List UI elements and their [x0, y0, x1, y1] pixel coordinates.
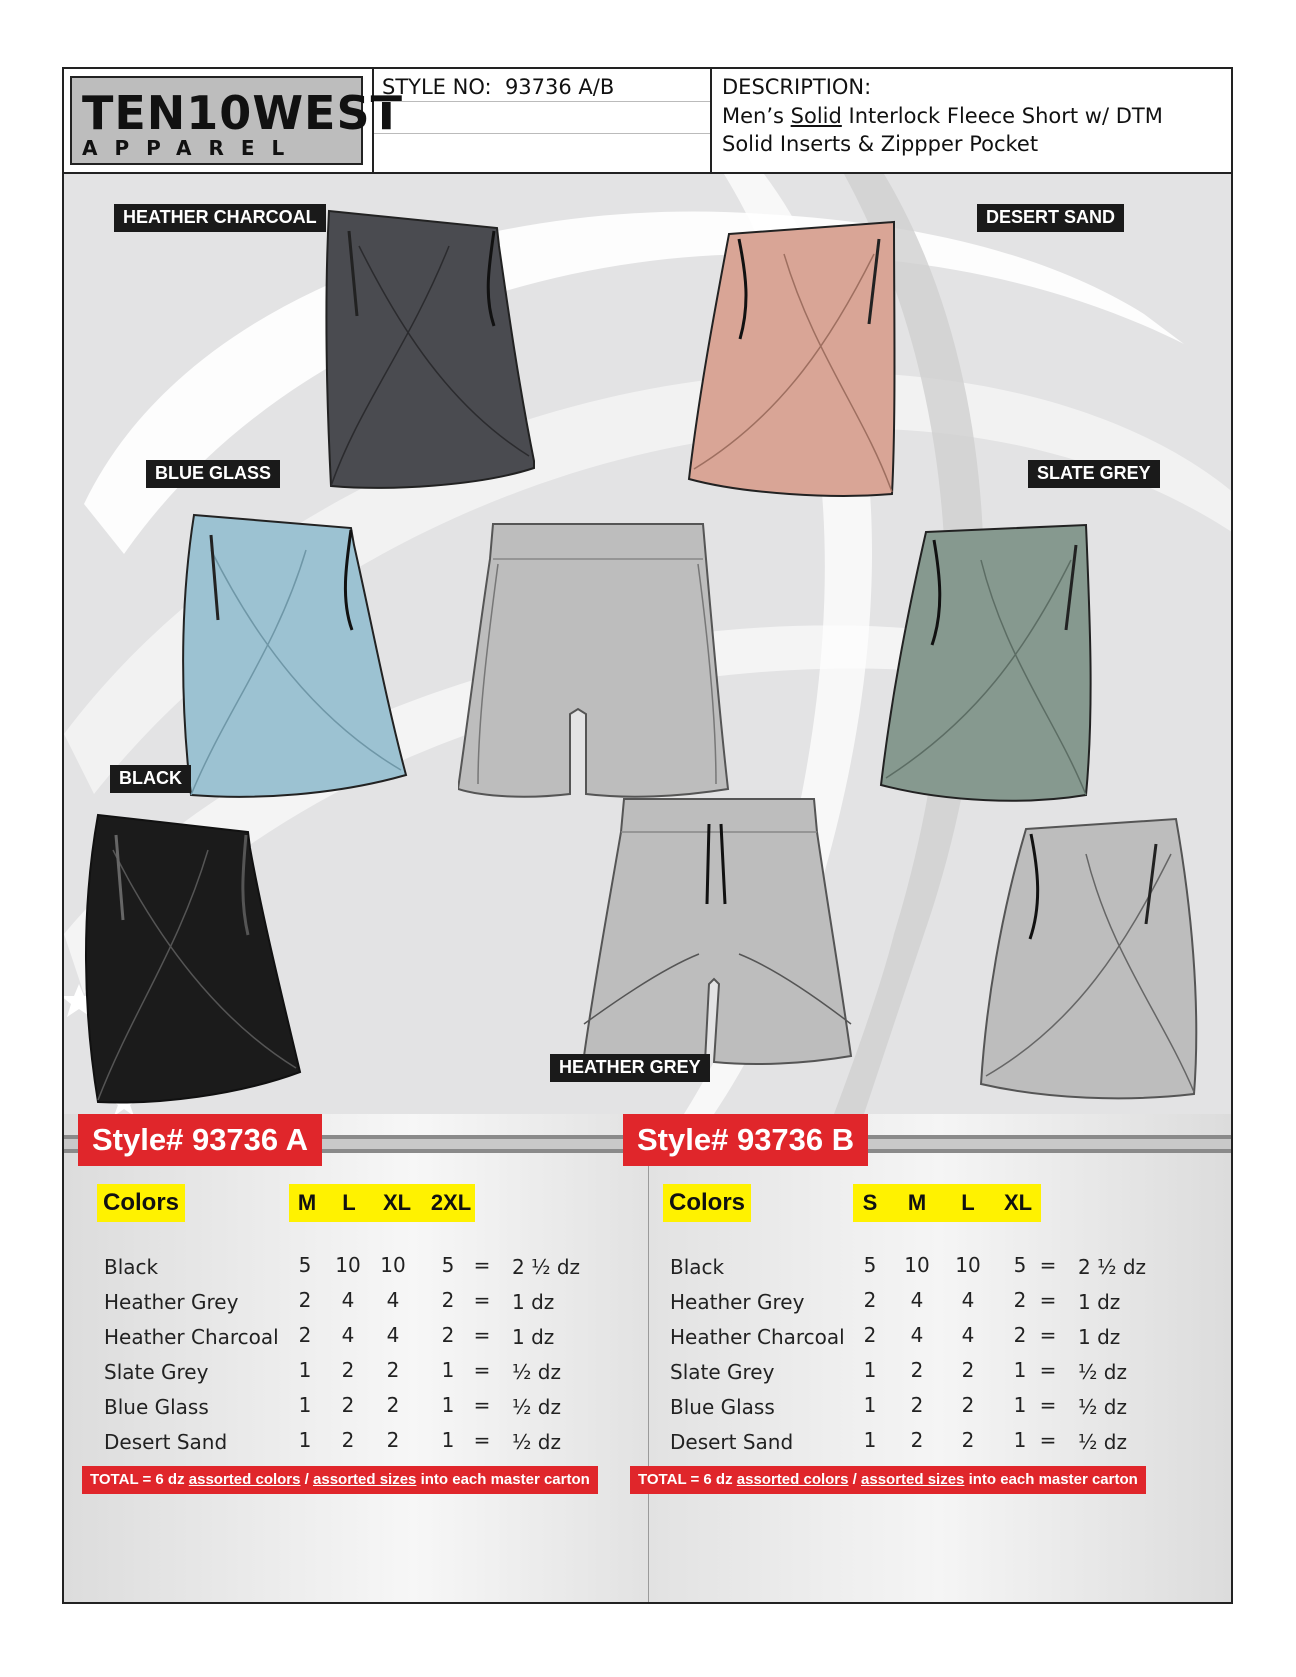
- description-label: DESCRIPTION:: [722, 75, 872, 99]
- short-heather-grey-front: [579, 794, 859, 1069]
- qty-cell: 2: [961, 1393, 975, 1417]
- qty-cell: 1: [298, 1428, 312, 1452]
- qty-cell: 1: [863, 1393, 877, 1417]
- color-name: Blue Glass: [104, 1395, 209, 1419]
- style-a-colors-header: Colors: [97, 1184, 185, 1222]
- qty-cell: 1: [298, 1358, 312, 1382]
- total-underlined: assorted sizes: [861, 1471, 965, 1488]
- tag-heather-charcoal: HEATHER CHARCOAL: [114, 204, 326, 232]
- row-total: ½ dz: [512, 1360, 561, 1384]
- qty-cell: 5: [441, 1253, 455, 1277]
- logo-wordmark: TEN10WEST: [82, 86, 403, 140]
- total-text: TOTAL = 6 dz: [638, 1471, 737, 1488]
- description-cell: [712, 69, 1233, 172]
- short-heather-grey-side: [976, 814, 1211, 1109]
- qty-cell: 2: [298, 1288, 312, 1312]
- style-number: [382, 75, 614, 99]
- total-underlined: assorted colors: [736, 1471, 849, 1488]
- total-text: TOTAL = 6 dz: [90, 1471, 189, 1488]
- qty-cell: 5: [298, 1253, 312, 1277]
- description-line-1: [722, 104, 1163, 128]
- color-name: Desert Sand: [670, 1430, 794, 1454]
- color-name: Blue Glass: [670, 1395, 775, 1419]
- equals-sign: =: [1039, 1428, 1057, 1452]
- qty-cell: 2: [341, 1393, 355, 1417]
- qty-cell: 1: [1013, 1428, 1027, 1452]
- style-a-title: Style# 93736 A: [78, 1114, 322, 1166]
- row-total: 2 ½ dz: [512, 1255, 581, 1279]
- size-label: XL: [1003, 1190, 1033, 1215]
- row-total: ½ dz: [512, 1430, 561, 1454]
- color-name: Slate Grey: [670, 1360, 775, 1384]
- style-number-cell: [374, 69, 712, 172]
- qty-cell: 2: [386, 1358, 400, 1382]
- color-name: Heather Grey: [104, 1290, 239, 1314]
- equals-sign: =: [1039, 1253, 1057, 1277]
- qty-cell: 10: [955, 1253, 981, 1277]
- qty-cell: 1: [441, 1358, 455, 1382]
- tag-blue-glass: BLUE GLASS: [146, 460, 280, 488]
- description-text: Interlock Fleece Short w/ DTM: [841, 104, 1163, 128]
- style-a-sizes-header: [289, 1184, 475, 1222]
- brand-logo: [70, 76, 403, 165]
- equals-sign: =: [473, 1428, 491, 1452]
- qty-cell: 1: [441, 1393, 455, 1417]
- order-breakdown: [64, 1114, 1231, 1604]
- color-name: Heather Charcoal: [104, 1325, 279, 1349]
- total-text: into each master carton: [964, 1471, 1138, 1488]
- row-total: ½ dz: [1078, 1430, 1127, 1454]
- logo-subtext: APPAREL: [82, 136, 302, 160]
- tag-heather-grey: HEATHER GREY: [550, 1054, 710, 1082]
- qty-cell: 10: [904, 1253, 930, 1277]
- size-label: M: [297, 1190, 317, 1215]
- total-text: into each master carton: [416, 1471, 590, 1488]
- qty-cell: 10: [380, 1253, 406, 1277]
- qty-cell: 10: [335, 1253, 361, 1277]
- style-a-total-note: [82, 1466, 598, 1494]
- style-b-colors-header: Colors: [663, 1184, 751, 1222]
- total-text: /: [300, 1471, 314, 1488]
- qty-cell: 2: [441, 1323, 455, 1347]
- short-slate-grey: [876, 520, 1111, 815]
- section-divider: [648, 1153, 649, 1604]
- short-desert-sand: [684, 214, 914, 504]
- qty-cell: 4: [341, 1323, 355, 1347]
- row-total: 1 dz: [512, 1325, 555, 1349]
- row-total: 2 ½ dz: [1078, 1255, 1147, 1279]
- row-total: 1 dz: [512, 1290, 555, 1314]
- equals-sign: =: [473, 1253, 491, 1277]
- tag-black: BLACK: [110, 765, 191, 793]
- qty-cell: 2: [1013, 1323, 1027, 1347]
- qty-cell: 4: [386, 1288, 400, 1312]
- qty-cell: 2: [386, 1428, 400, 1452]
- tag-desert-sand: DESERT SAND: [977, 204, 1124, 232]
- row-total: 1 dz: [1078, 1290, 1121, 1314]
- row-total: 1 dz: [1078, 1325, 1121, 1349]
- row-total: ½ dz: [512, 1395, 561, 1419]
- style-b-sizes-header: [853, 1184, 1041, 1222]
- total-text: /: [848, 1471, 862, 1488]
- equals-sign: =: [1039, 1393, 1057, 1417]
- style-b-title: Style# 93736 B: [623, 1114, 868, 1166]
- header: [64, 69, 1231, 174]
- equals-sign: =: [1039, 1358, 1057, 1382]
- qty-cell: 2: [961, 1358, 975, 1382]
- short-heather-grey-back: [458, 519, 738, 809]
- color-name: Slate Grey: [104, 1360, 209, 1384]
- tag-slate-grey: SLATE GREY: [1028, 460, 1160, 488]
- total-underlined: assorted sizes: [313, 1471, 417, 1488]
- description-underlined: Solid: [790, 104, 842, 128]
- style-b-total-note: [630, 1466, 1146, 1494]
- color-name: Black: [104, 1255, 159, 1279]
- row-total: ½ dz: [1078, 1395, 1127, 1419]
- qty-cell: 2: [910, 1358, 924, 1382]
- size-label: S: [862, 1190, 878, 1215]
- logo-cell: [64, 69, 403, 172]
- style-number-label: STYLE NO:: [382, 75, 492, 99]
- size-label: L: [342, 1190, 356, 1215]
- color-name: Black: [670, 1255, 725, 1279]
- style-row-divider: [374, 133, 710, 134]
- size-label: XL: [382, 1190, 412, 1215]
- total-underlined: assorted colors: [188, 1471, 301, 1488]
- equals-sign: =: [473, 1288, 491, 1312]
- short-heather-charcoal: [319, 206, 539, 496]
- qty-cell: 4: [961, 1288, 975, 1312]
- qty-cell: 2: [386, 1393, 400, 1417]
- qty-cell: 4: [910, 1288, 924, 1312]
- qty-cell: 1: [298, 1393, 312, 1417]
- short-blue-glass: [176, 510, 411, 805]
- qty-cell: 4: [910, 1323, 924, 1347]
- size-label: L: [961, 1190, 975, 1215]
- qty-cell: 1: [863, 1428, 877, 1452]
- description-text: Men’s: [722, 104, 791, 128]
- row-total: ½ dz: [1078, 1360, 1127, 1384]
- color-name: Desert Sand: [104, 1430, 228, 1454]
- garment-artwork-area: [64, 174, 1231, 1114]
- equals-sign: =: [1039, 1323, 1057, 1347]
- qty-cell: 4: [341, 1288, 355, 1312]
- qty-cell: 2: [863, 1288, 877, 1312]
- equals-sign: =: [1039, 1288, 1057, 1312]
- qty-cell: 2: [863, 1323, 877, 1347]
- qty-cell: 1: [1013, 1393, 1027, 1417]
- short-black: [78, 810, 303, 1110]
- qty-cell: 2: [910, 1428, 924, 1452]
- qty-cell: 2: [341, 1428, 355, 1452]
- qty-cell: 2: [961, 1428, 975, 1452]
- qty-cell: 4: [386, 1323, 400, 1347]
- qty-cell: 2: [298, 1323, 312, 1347]
- qty-cell: 2: [441, 1288, 455, 1312]
- equals-sign: =: [473, 1358, 491, 1382]
- color-name: Heather Grey: [670, 1290, 805, 1314]
- qty-cell: 1: [863, 1358, 877, 1382]
- qty-cell: 1: [441, 1428, 455, 1452]
- qty-cell: 4: [961, 1323, 975, 1347]
- qty-cell: 2: [341, 1358, 355, 1382]
- style-row-divider: [374, 101, 710, 102]
- qty-cell: 2: [1013, 1288, 1027, 1312]
- qty-cell: 2: [910, 1393, 924, 1417]
- qty-cell: 1: [1013, 1358, 1027, 1382]
- description-line-2: Solid Inserts & Zippper Pocket: [722, 132, 1039, 156]
- size-label: M: [907, 1190, 927, 1215]
- size-label: 2XL: [430, 1190, 472, 1215]
- color-name: Heather Charcoal: [670, 1325, 845, 1349]
- spec-sheet: [62, 67, 1233, 1604]
- style-number-value: 93736 A/B: [504, 75, 615, 99]
- qty-cell: 5: [863, 1253, 877, 1277]
- equals-sign: =: [473, 1323, 491, 1347]
- qty-cell: 5: [1013, 1253, 1027, 1277]
- equals-sign: =: [473, 1393, 491, 1417]
